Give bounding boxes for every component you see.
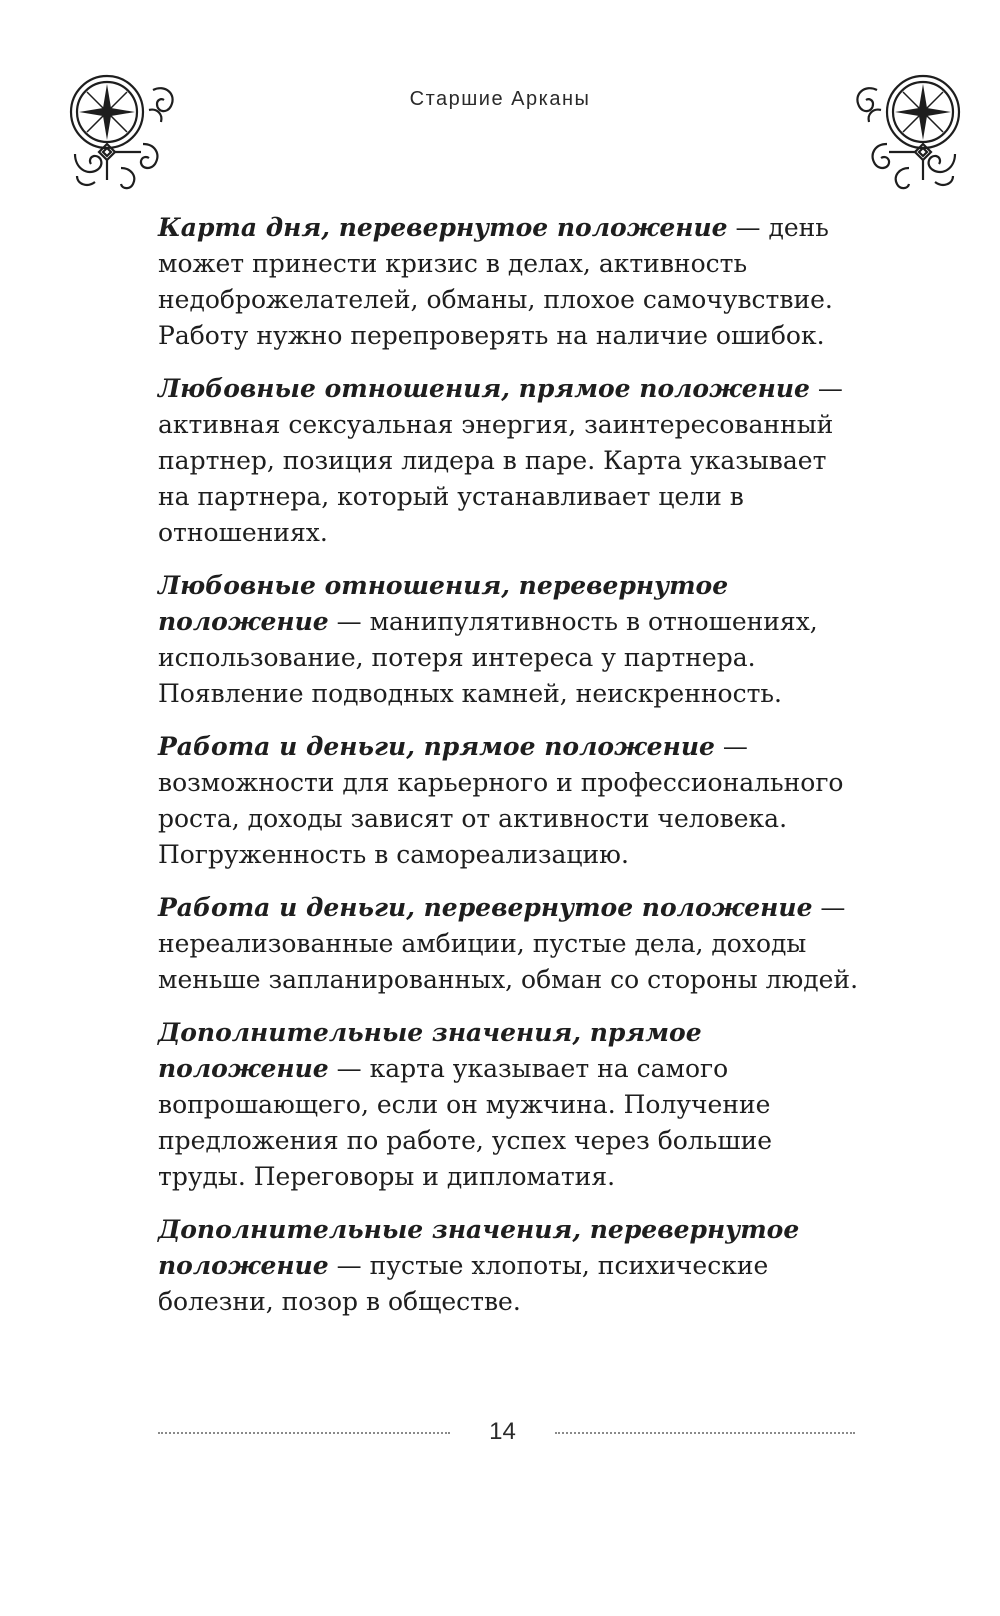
entry-text: — день может принести кризис в делах, активность недоброжелателей, обманы, плохое самочувствие. Работу нужно перепроверять на наличие ошибок. — [158, 213, 833, 350]
entry-day-reversed — [158, 210, 858, 354]
entry-extra-upright — [158, 1015, 858, 1195]
entry-extra-reversed — [158, 1212, 858, 1320]
entry-term: Любовные отношения, перевернутое положение — [158, 571, 729, 636]
footer-dotted-rule — [555, 1432, 855, 1434]
entry-work-upright — [158, 729, 858, 873]
entry-text: — нереализованные амбиции, пустые дела, доходы меньше запланированных, обман со стороны людей. — [158, 893, 859, 994]
entry-text: — возможности для карьерного и профессионального роста, доходы зависят от активности человека. Погруженность в самореализацию. — [158, 732, 844, 869]
entry-term: Дополнительные значения, прямое положение — [158, 1018, 702, 1083]
entry-term: Работа и деньги, прямое положение — [158, 732, 715, 761]
entry-term: Работа и деньги, перевернутое положение — [158, 893, 813, 922]
entry-text: — манипулятивность в отношениях, использование, потеря интереса у партнера. Появление подводных камней, неискренность. — [158, 607, 818, 708]
page-number: 14 — [489, 1418, 516, 1445]
entry-term: Дополнительные значения, перевернутое положение — [158, 1215, 800, 1280]
page-body — [158, 210, 858, 1337]
entry-text: — карта указывает на самого вопрошающего, если он мужчина. Получение предложения по работе, успех через большие труды. Переговоры и дипломатия. — [158, 1054, 773, 1191]
entry-love-reversed — [158, 568, 858, 712]
page-footer — [0, 1418, 1000, 1448]
compass-star-ornament-icon — [835, 70, 965, 200]
entry-term: Любовные отношения, прямое положение — [158, 374, 810, 403]
entry-love-upright — [158, 371, 858, 551]
entry-term: Карта дня, перевернутое положение — [158, 213, 728, 242]
entry-work-reversed — [158, 890, 858, 998]
entry-text: — пустые хлопоты, психические болезни, позор в обществе. — [158, 1251, 769, 1316]
footer-dotted-rule — [158, 1432, 450, 1434]
running-header-title: Старшие Арканы — [409, 88, 591, 110]
entry-text: — активная сексуальная энергия, заинтересованный партнер, позиция лидера в паре. Карта указывает на партнера, который устанавливает цели в отношениях. — [158, 374, 843, 547]
